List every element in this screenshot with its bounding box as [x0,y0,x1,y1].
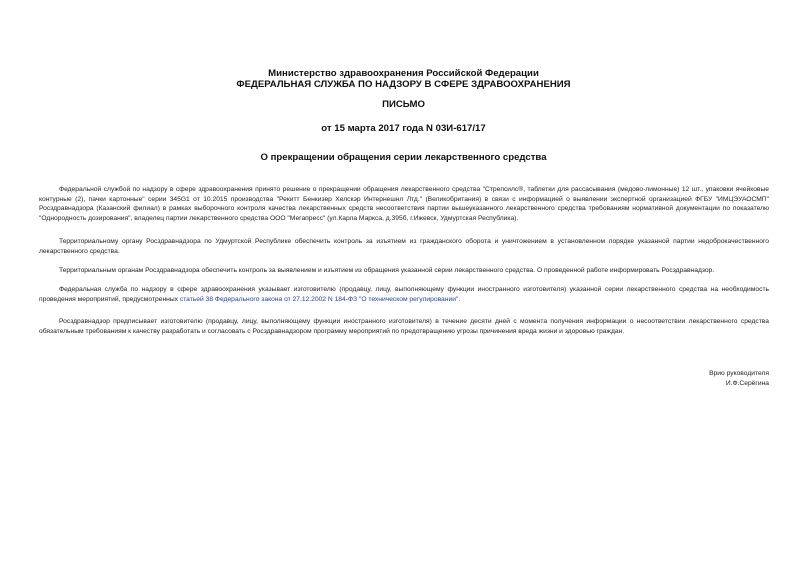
paragraph-text [39,285,769,304]
document-type: ПИСЬМО [382,99,425,110]
document-subject: О прекращении обращения серии лекарственного средства [260,152,547,163]
service-name: ФЕДЕРАЛЬНАЯ СЛУЖБА ПО НАДЗОРУ В СФЕРЕ ЗДРАВООХРАНЕНИЯ [236,79,571,90]
paragraph-manufacturer-measures [39,285,769,304]
document-number: от 15 марта 2017 года N 03И-617/17 [321,123,486,134]
paragraph-text-after-link: . [458,295,461,303]
signatory-name: И.Ф.Серёгина [725,380,769,387]
paragraph-text: Территориальным органам Росздравнадзора обеспечить контроль за выявлением и изъятием из обращения указанной серии лекарственного средства. О проведенной работе информировать Росздравнадзор. [59,267,715,274]
paragraph-territorial-udmurtia [39,237,769,256]
paragraph-decision [39,185,769,223]
paragraph-text-before-link: Федеральная служба по надзору в сфере здравоохранения указывает изготовителю (продавцу, лицу, выполняющему функции иностранного изготовителя) указанной серии лекарственного средства на необходимость проведения мероприятий, предусмотренных [39,286,769,303]
law-reference-link[interactable]: статьей 38 Федерального закона от 27.12.2002 N 184-ФЗ "О техническом регулировании" [179,295,459,303]
signatory-title: Врио руководителя [709,370,769,377]
paragraph-territorial-bodies [39,266,769,276]
paragraph-text: Территориальному органу Росздравнадзора по Удмуртской Республике обеспечить контроль за изъятием из гражданского оборота и уничтожением в установленном порядке указанной партии недоброкачественного лекарственного средства. [39,238,769,255]
paragraph-prescription [39,317,769,336]
ministry-name: Министерство здравоохранения Российской Федерации [268,68,539,79]
paragraph-text: Федеральной службой по надзору в сфере здравоохранения принято решение о прекращении обращения лекарственного средства "Стрепсилс®, таблетки для рассасывания (медово-лимонные) 12 шт., упаковки ячейковые контурные (2), пачки картонные" серии 345G1 от 10.2015 производства "Рекитт Бенкизер Хелскэр Интернешнл Лтд." (Великобритания) в связи с информацией о выявлении экспертной организацией ФГБУ "ИМЦЭУАОСМП" Росздравнадзора (Казанский филиал) в рамках выборочного контроля качества лекарственных средств несоответствия партии вышеуказанного лекарственного средства требованиям нормативной документации по показателю "Однородность дозирования", владелец партии лекарственного средства ООО "Мегапресс" (ул.Карла Маркса, д.395б, г.Ижевск, Удмуртская Республика). [39,186,769,222]
paragraph-text: Росздравнадзор предписывает изготовителю (продавцу, лицу, выполняющему функции иностранного изготовителя) в течение десяти дней с момента получения информации о несоответствии лекарственного средства обязательным требованиям к качеству разработать и согласовать с Росздравнадзором программу мероприятий по предотвращению угрозы причинения вреда жизни и здоровью граждан. [39,318,769,335]
